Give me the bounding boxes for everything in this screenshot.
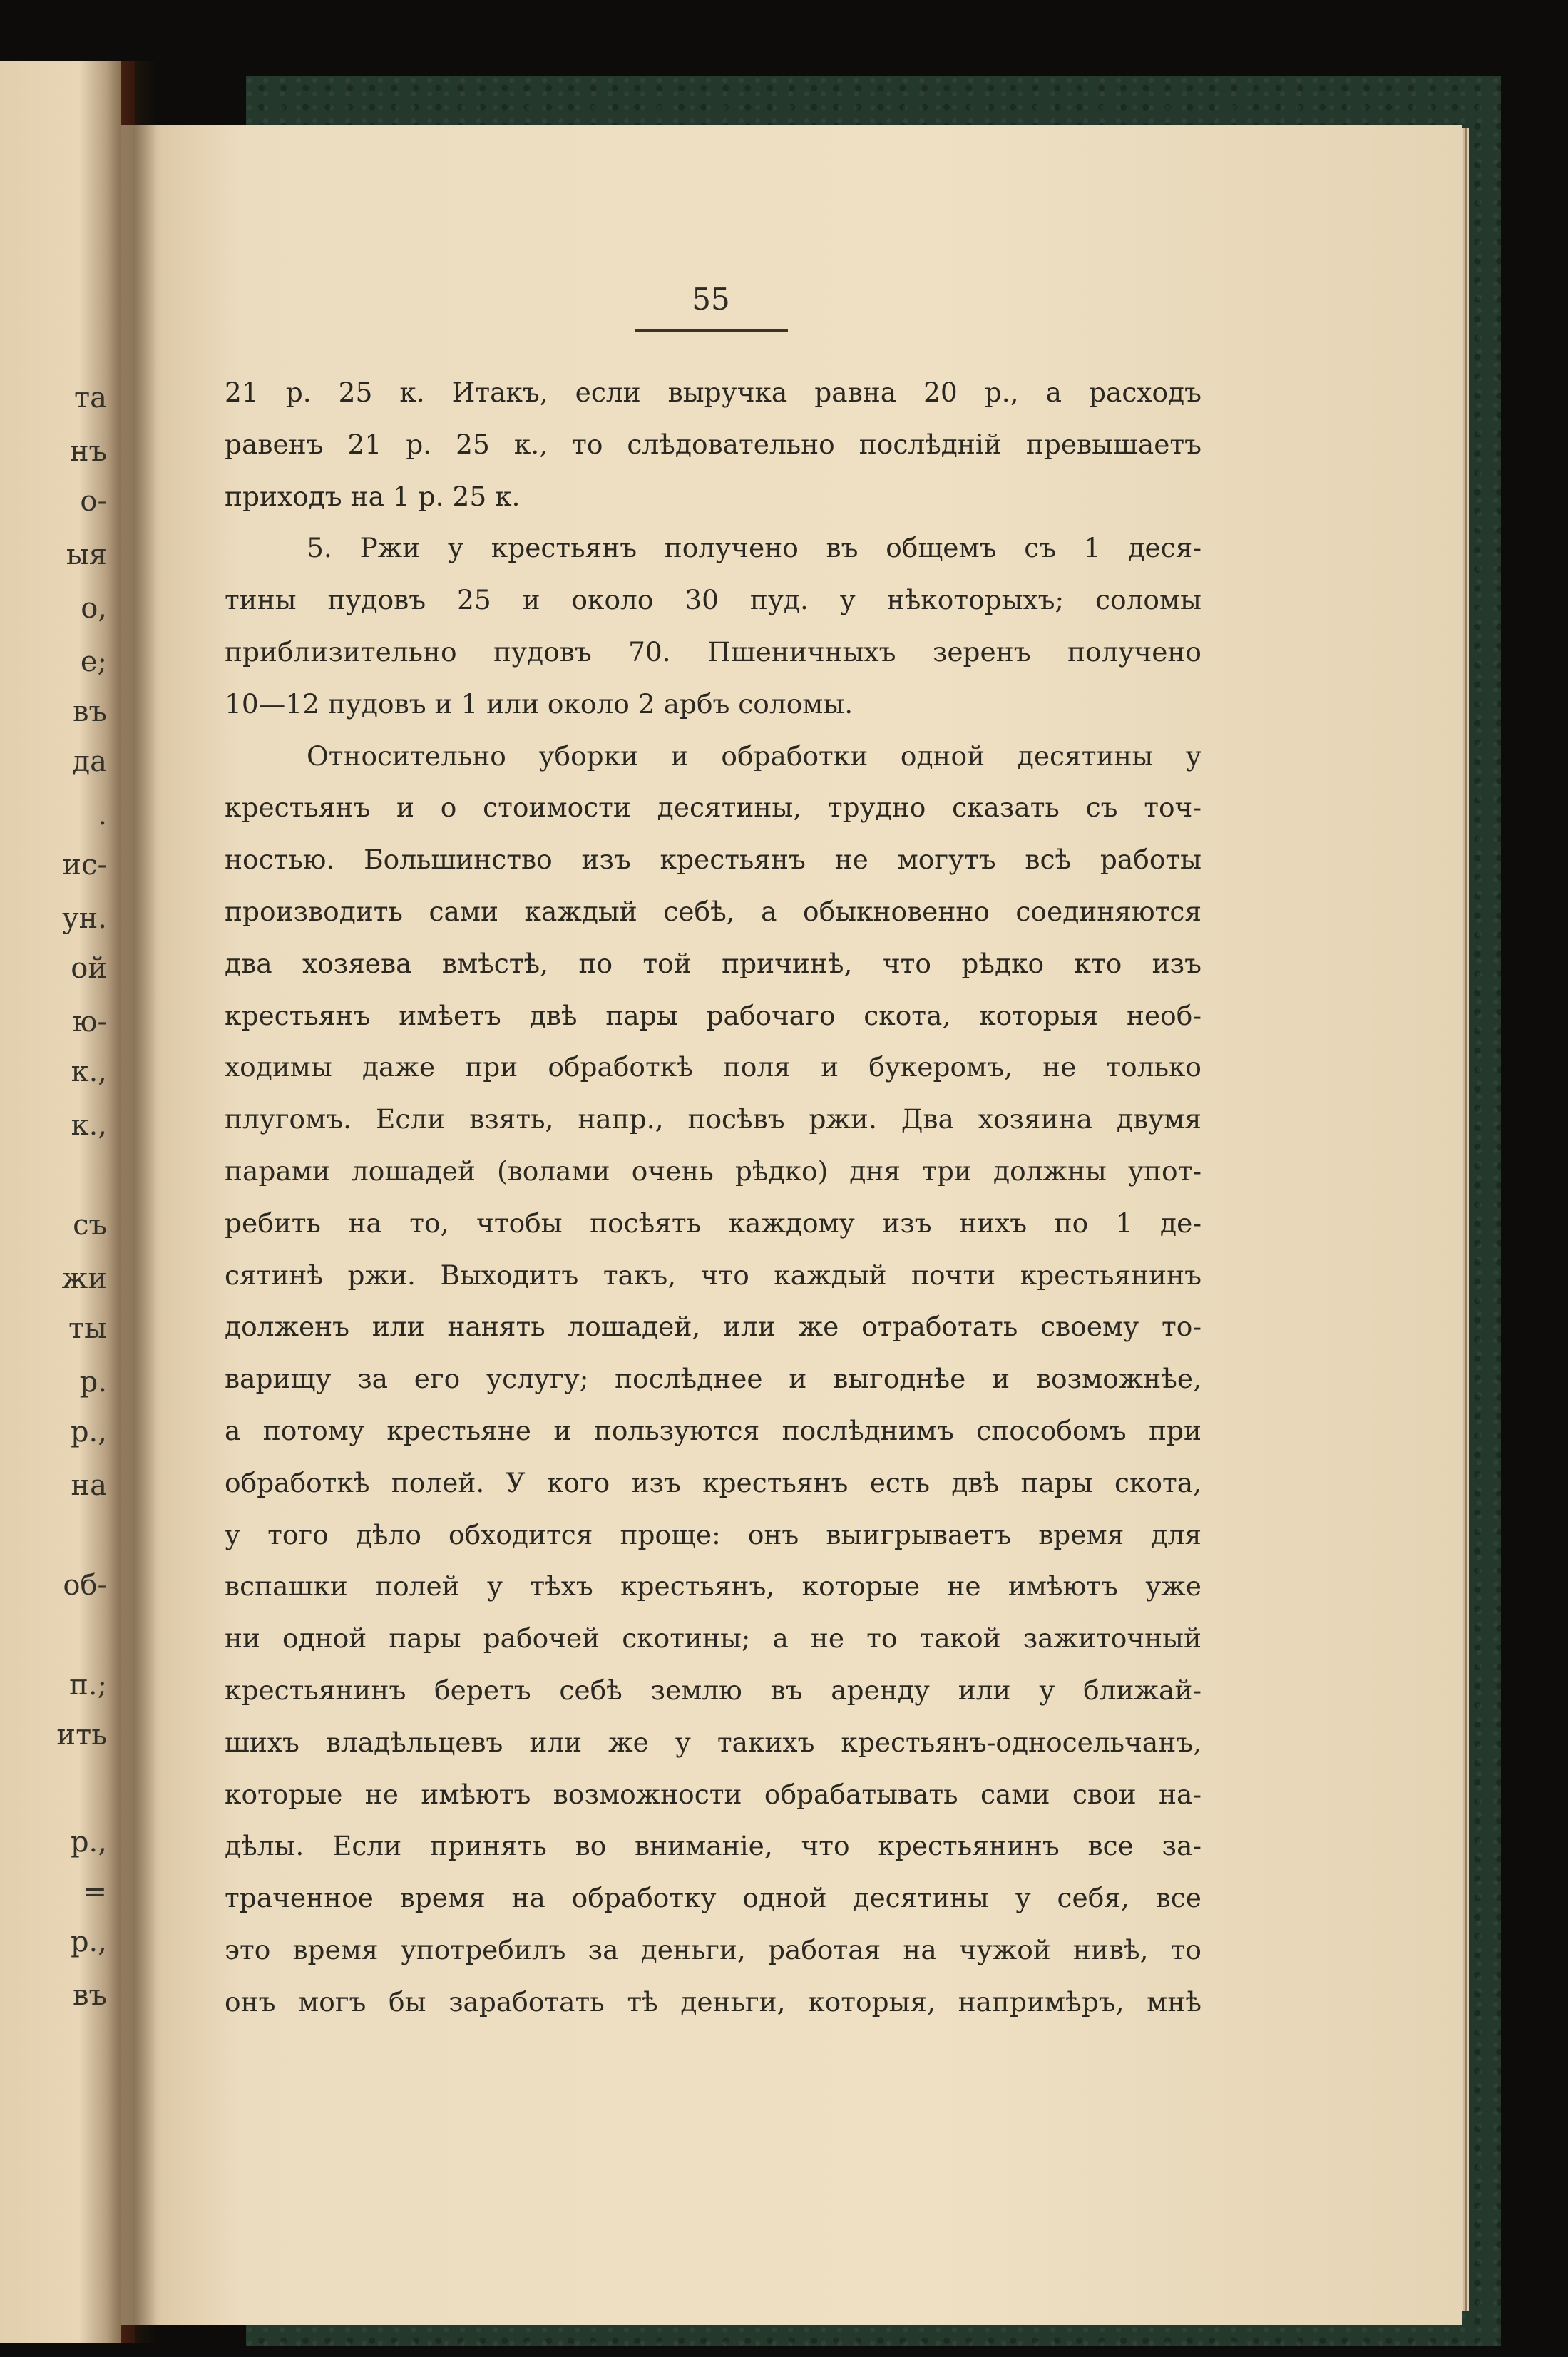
- text-line: ностью. Большинство изъ крестьянъ не могутъ всѣ работы: [225, 844, 1201, 876]
- text-line: долженъ или нанять лошадей, или же отработать своему то-: [225, 1311, 1201, 1343]
- text-line: два хозяева вмѣстѣ, по той причинѣ, что рѣдко кто изъ: [225, 947, 1201, 979]
- text-line: вспашки полей у тѣхъ крестьянъ, которые не имѣютъ уже: [225, 1570, 1201, 1602]
- left-page-fragment: п.;: [69, 1669, 107, 1702]
- left-page-fragment: р.: [79, 1366, 107, 1399]
- left-page-fragment: р.,: [70, 1416, 107, 1448]
- text-line: равенъ 21 р. 25 к., то слѣдовательно послѣдній превышаетъ: [225, 428, 1201, 460]
- text-line: шихъ владѣльцевъ или же у такихъ крестьянъ-односельчанъ,: [225, 1726, 1201, 1758]
- left-page-fragment: о,: [81, 592, 107, 625]
- text-line: варищу за его услугу; послѣднее и выгоднѣе и возможнѣе,: [225, 1363, 1201, 1395]
- gutter-shadow: [107, 61, 157, 2343]
- left-page-fragment: е;: [80, 645, 107, 678]
- text-line: ходимы даже при обработкѣ поля и букеромъ, не только: [225, 1051, 1201, 1083]
- text-line: парами лошадей (волами очень рѣдко) дня три должны упот-: [225, 1155, 1201, 1187]
- left-page-fragment: въ: [73, 695, 107, 728]
- left-page-fragment: ю-: [72, 1006, 107, 1038]
- left-page-fragment: р.,: [70, 1826, 107, 1858]
- left-page-fragment: ить: [56, 1719, 107, 1752]
- text-line: 5. Ржи у крестьянъ получено въ общемъ съ 1 деся-: [307, 532, 1201, 564]
- left-page-fragment: ой: [71, 952, 107, 985]
- text-line: онъ могъ бы заработать тѣ деньги, которыя, напримѣръ, мнѣ: [225, 1985, 1201, 2018]
- left-page-fragment: р.,: [70, 1926, 107, 1958]
- left-page-fragment: да: [72, 745, 107, 778]
- text-line: 21 р. 25 к. Итакъ, если выручка равна 20 р., а расходъ: [225, 377, 1201, 408]
- left-page-fragment: .: [98, 799, 107, 832]
- left-page-fragment: о-: [80, 485, 107, 518]
- text-line: траченное время на обработку одной десятины у себя, все: [225, 1882, 1201, 1914]
- text-line: 10—12 пудовъ и 1 или около 2 арбъ соломы.: [225, 687, 854, 720]
- text-line: приблизительно пудовъ 70. Пшеничныхъ зеренъ получено: [225, 636, 1201, 668]
- page-number-rule: [635, 329, 788, 332]
- left-page-fragment: ун.: [62, 902, 107, 935]
- left-page-fragment: жи: [61, 1262, 107, 1295]
- left-page-fragment: та: [74, 382, 107, 414]
- text-line: обработкѣ полей. У кого изъ крестьянъ есть двѣ пары скота,: [225, 1466, 1201, 1498]
- text-line: ни одной пары рабочей скотины; а не то такой зажиточный: [225, 1622, 1201, 1655]
- text-line: которые не имѣютъ возможности обрабатывать сами свои на-: [225, 1778, 1201, 1810]
- text-line: крестьянъ имѣетъ двѣ пары рабочаго скота, которыя необ-: [225, 999, 1201, 1031]
- left-page-fragment: ыя: [66, 538, 107, 571]
- left-page-fragment: =: [83, 1876, 107, 1908]
- text-line: тины пудовъ 25 и около 30 пуд. у нѣкоторыхъ; соломы: [225, 584, 1201, 616]
- left-page-fragment: к.,: [71, 1109, 107, 1142]
- text-line: дѣлы. Если принять во вниманіе, что крестьянинъ все за-: [225, 1830, 1201, 1862]
- text-line: а потому крестьяне и пользуются послѣднимъ способомъ при: [225, 1415, 1201, 1446]
- left-page-fragment: об-: [63, 1569, 107, 1602]
- text-line: приходъ на 1 р. 25 к.: [225, 480, 521, 512]
- left-page-fragment: на: [71, 1469, 107, 1502]
- left-page-fragment: ис-: [62, 849, 107, 881]
- page-number: 55: [692, 282, 730, 317]
- left-page-fragment: въ: [73, 1979, 107, 2012]
- text-line: это время употребилъ за деньги, работая на чужой нивѣ, то: [225, 1934, 1201, 1965]
- text-line: крестьянинъ беретъ себѣ землю въ аренду или у ближай-: [225, 1675, 1201, 1706]
- text-line: ребить на то, чтобы посѣять каждому изъ нихъ по 1 де-: [225, 1207, 1201, 1239]
- left-page-fragment: ты: [68, 1312, 107, 1345]
- left-page-fragment: к.,: [71, 1055, 107, 1088]
- text-line: у того дѣло обходится проще: онъ выигрываетъ время для: [225, 1518, 1201, 1550]
- text-line: крестьянъ и о стоимости десятины, трудно сказать съ точ-: [225, 792, 1201, 824]
- text-line: плугомъ. Если взять, напр., посѣвъ ржи. Два хозяина двумя: [225, 1103, 1201, 1135]
- left-page-fragment: съ: [73, 1209, 107, 1242]
- text-line: Относительно уборки и обработки одной десятины у: [307, 740, 1201, 772]
- text-line: производить сами каждый себѣ, а обыкновенно соединяются: [225, 896, 1201, 927]
- text-line: сятинѣ ржи. Выходитъ такъ, что каждый почти крестьянинъ: [225, 1259, 1201, 1291]
- left-page-fragment: нъ: [69, 435, 107, 468]
